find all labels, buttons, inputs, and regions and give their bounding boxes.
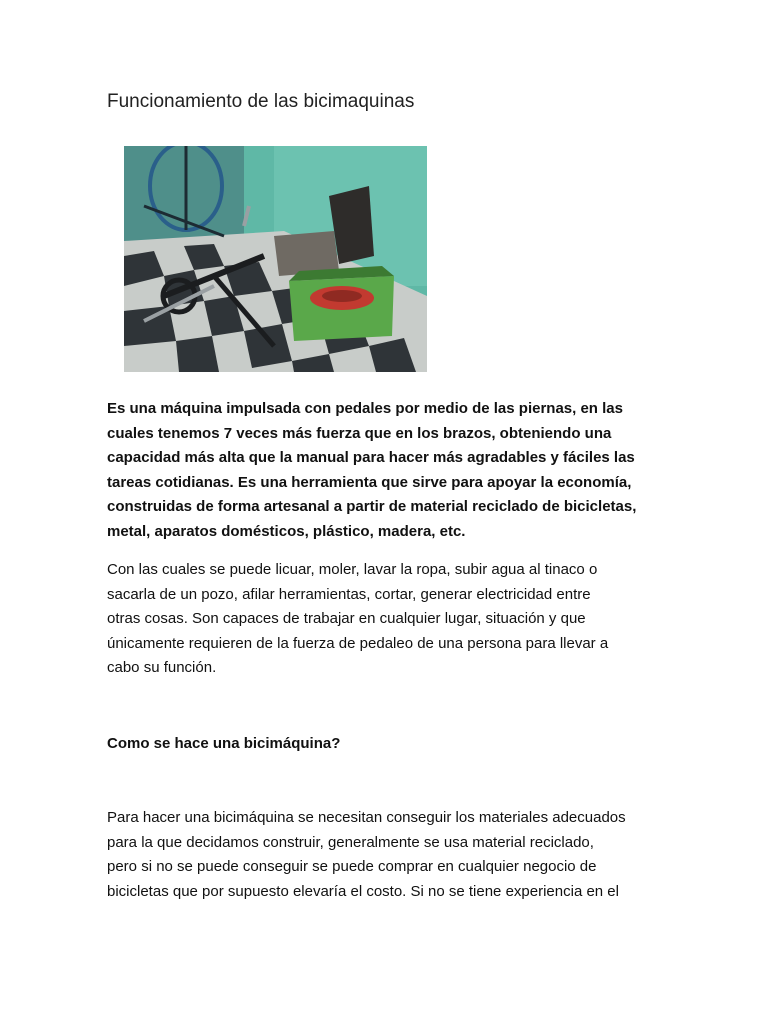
section-heading: Como se hace una bicimáquina? [107, 735, 341, 752]
text-line: Para hacer una bicimáquina se necesitan conseguir los materiales adecuados [107, 809, 626, 826]
text-line: Con las cuales se puede licuar, moler, lavar la ropa, subir agua al tinaco o [107, 561, 598, 578]
text-line: cuales tenemos 7 veces más fuerza que en los brazos, obteniendo una [107, 424, 612, 442]
text-line: bicicletas que por supuesto elevaría el costo. Si no se tiene experiencia en el [107, 882, 619, 900]
text-line: tareas cotidianas. Es una herramienta que sirve para apoyar la economía, [107, 473, 632, 491]
paragraph-intro [107, 397, 667, 545]
text-line: únicamente requieren de la fuerza de pedaleo de una persona para llevar a [107, 634, 609, 652]
paragraph-how-to [107, 806, 667, 904]
text-line: capacidad más alta que la manual para hacer más agradables y fáciles las [107, 449, 635, 467]
text-line: metal, aparatos domésticos, plástico, madera, etc. [107, 522, 466, 540]
bicimaquina-photo [124, 146, 427, 372]
text-line: sacarla de un pozo, afilar herramientas, cortar, generar electricidad entre [107, 585, 591, 603]
text-line: otras cosas. Son capaces de trabajar en cualquier lugar, situación y que [107, 610, 586, 628]
text-line: para la que decidamos construir, generalmente se usa material reciclado, [107, 833, 594, 851]
text-line: pero si no se puede conseguir se puede comprar en cualquier negocio de [107, 858, 597, 876]
text-line: construidas de forma artesanal a partir de material reciclado de bicicletas, [107, 498, 637, 516]
paragraph-uses [107, 558, 667, 681]
page-title: Funcionamiento de las bicimaquinas [107, 91, 415, 112]
text-line: cabo su función. [107, 659, 217, 677]
text-line: Es una máquina impulsada con pedales por medio de las piernas, en las [107, 400, 623, 417]
